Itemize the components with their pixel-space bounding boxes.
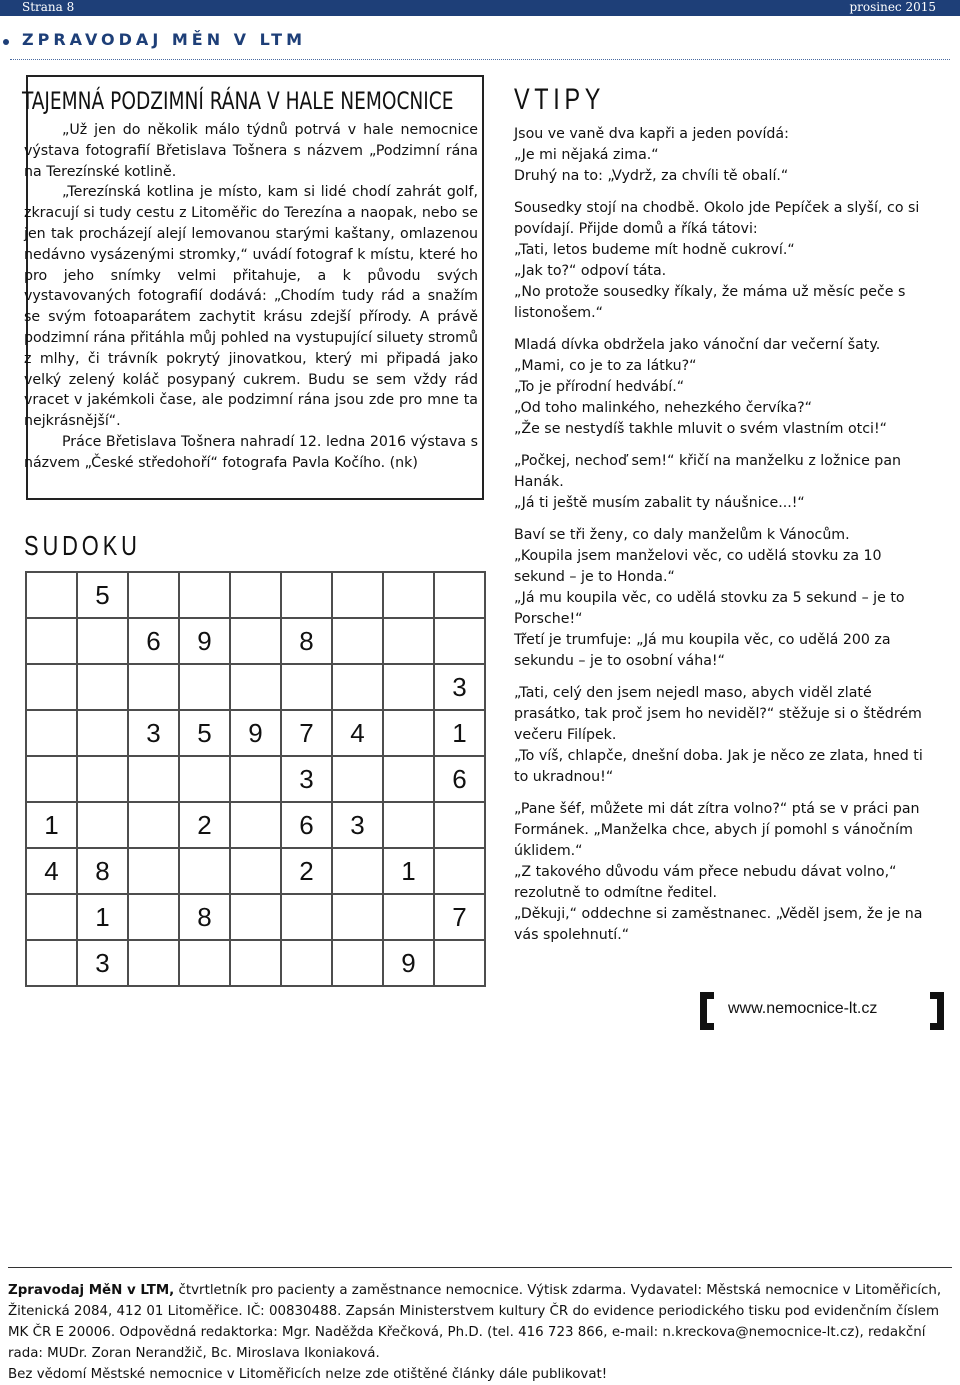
- sudoku-cell: [179, 664, 230, 710]
- sudoku-cell: [230, 894, 281, 940]
- joke: [514, 335, 934, 440]
- sudoku-cell: [179, 572, 230, 618]
- sudoku-cell: [332, 618, 383, 664]
- sudoku-cell: [332, 848, 383, 894]
- sudoku-cell: [434, 848, 485, 894]
- article-paragraph: „Terezínská kotlina je místo, kam si lidé chodí zahrát golf, zkracují si tudy cestu z Litoměřic do Terezína a naopak, nebo se jen tak procházejí alejí lemovanou starými kaštany, omlazenou nedávno vysázenými stromky,“ uvádí fotograf k místu, které ho pro jeho snímky velmi přitahuje, a k původu svých vystavovaných fotografií dodává: „Chodím tudy rád a snažím se svým fotoaparátem zachytit krásu zdejší přírody. A právě podzimní rána přitáhla můj pohled na vystupující siluety stromů z mlhy, či trávník pokrytý jinovatkou, který mi připadá jako velký zelený koláč posypaný cukrem. Budu se sem vždy rád vracet v jakémkoli čase, ale podzimní rána jsou zde pro mne ta nejkrásnější“.: [24, 184, 478, 430]
- sudoku-row: [26, 940, 485, 986]
- sudoku-cell: [77, 802, 128, 848]
- joke-line: „Počkej, nechoď sem!“ křičí na manželku z ložnice pan Hanák.: [514, 453, 902, 490]
- sudoku-cell: [128, 940, 179, 986]
- masthead: [0, 30, 960, 60]
- joke-line: „Z takového důvodu vám přece nebudu dávat volno,“ rezolutně to odmítne ředitel.: [514, 864, 897, 901]
- sudoku-cell: 1: [383, 848, 434, 894]
- joke-line: Jsou ve vaně dva kapři a jeden povídá:: [514, 126, 789, 142]
- sudoku-cell: [434, 572, 485, 618]
- joke-line: „Já ti ještě musím zabalit ty náušnice...!“: [514, 495, 805, 511]
- joke: [514, 451, 934, 514]
- joke-line: Mladá dívka obdržela jako vánoční dar večerní šaty.: [514, 337, 881, 353]
- sudoku-cell: [77, 664, 128, 710]
- top-bar: [0, 0, 960, 16]
- sudoku-cell: [128, 572, 179, 618]
- sudoku-cell: [128, 664, 179, 710]
- sudoku-cell: [230, 848, 281, 894]
- sudoku-cell: [26, 572, 77, 618]
- sudoku-cell: [281, 894, 332, 940]
- joke-line: „Já mu koupila věc, co udělá stovku za 5 sekund – je to Porsche!“: [514, 590, 905, 627]
- jokes-column: [514, 124, 934, 957]
- sudoku-cell: 6: [128, 618, 179, 664]
- joke-line: „Mami, co je to za látku?“: [514, 358, 697, 374]
- sudoku-cell: [332, 894, 383, 940]
- sudoku-cell: [128, 848, 179, 894]
- joke-line: „No protože sousedky říkaly, že máma už měsíc peče s listonošem.“: [514, 284, 906, 321]
- sudoku-cell: 3: [128, 710, 179, 756]
- sudoku-cell: [26, 618, 77, 664]
- website-link[interactable]: www.nemocnice-lt.cz: [728, 1000, 878, 1017]
- sudoku-cell: 3: [434, 664, 485, 710]
- sudoku-cell: [434, 802, 485, 848]
- sudoku-row: [26, 710, 485, 756]
- sudoku-cell: 8: [281, 618, 332, 664]
- article-body: [24, 120, 478, 474]
- imprint-text: čtvrtletník pro pacienty a zaměstnance nemocnice. Výtisk zdarma. Vydavatel: Městská nemocnice v Litoměřicích, Žitenická 2084, 412 01 Litoměřice. IČ: 00830488. Zapsán Ministerstvem kultury ČR do evidence periodického tisku pod evidenčním číslem MK ČR E 20006. Odpovědná redaktorka: Mgr. Naděžda Křečková, Ph.D. (tel. 416 723 866, e-mail: n.kreckova@nemocnice-lt.cz), redakční rada: MUDr. Zoran Nerandžič, Bc. Miroslava Ikoniaková.: [8, 1283, 942, 1361]
- sudoku-cell: [77, 756, 128, 802]
- joke-line: „To víš, chlapče, dnešní doba. Jak je něco ze zlata, hned ti to ukradnou!“: [514, 748, 923, 785]
- footer-divider: [8, 1267, 952, 1268]
- joke-line: „Tati, celý den jsem nejedl maso, abych viděl zlaté prasátko, tak proč jsem ho neviděl?“ stěžuje si o štědrém večeru Filípek.: [514, 685, 922, 743]
- sudoku-cell: 3: [77, 940, 128, 986]
- sudoku-cell: [179, 756, 230, 802]
- sudoku-cell: [230, 618, 281, 664]
- sudoku-cell: [434, 618, 485, 664]
- sudoku-cell: 9: [179, 618, 230, 664]
- sudoku-row: [26, 572, 485, 618]
- joke-line: „Od toho malinkého, nehezkého červíka?“: [514, 400, 812, 416]
- sudoku-cell: 5: [77, 572, 128, 618]
- sudoku-cell: [230, 802, 281, 848]
- sudoku-cell: [26, 940, 77, 986]
- website-box: [700, 992, 960, 1030]
- sudoku-cell: [128, 894, 179, 940]
- left-bracket-icon: [700, 992, 714, 1030]
- sudoku-cell: [332, 940, 383, 986]
- joke: [514, 124, 934, 187]
- sudoku-cell: [230, 940, 281, 986]
- sudoku-cell: 6: [281, 802, 332, 848]
- article-title: TAJEMNÁ PODZIMNÍ RÁNA V HALE NEMOCNICE: [22, 87, 454, 115]
- sudoku-cell: [383, 618, 434, 664]
- sudoku-cell: 9: [230, 710, 281, 756]
- sudoku-cell: 7: [434, 894, 485, 940]
- dotted-divider: [10, 59, 950, 60]
- sudoku-cell: [26, 894, 77, 940]
- sudoku-cell: [77, 618, 128, 664]
- sudoku-cell: 6: [434, 756, 485, 802]
- sudoku-cell: [383, 802, 434, 848]
- sudoku-cell: [26, 710, 77, 756]
- sudoku-cell: [332, 756, 383, 802]
- bullet-icon: [3, 39, 9, 45]
- issue-date: prosinec 2015: [849, 0, 936, 14]
- sudoku-row: [26, 618, 485, 664]
- sudoku-cell: [383, 664, 434, 710]
- imprint: [8, 1280, 956, 1385]
- joke-line: Druhý na to: „Vydrž, za chvíli tě obalí.“: [514, 168, 789, 184]
- sudoku-row: [26, 664, 485, 710]
- sudoku-cell: [383, 756, 434, 802]
- sudoku-cell: [26, 756, 77, 802]
- sudoku-row: [26, 802, 485, 848]
- sudoku-row: [26, 848, 485, 894]
- sudoku-cell: [281, 940, 332, 986]
- sudoku-cell: [230, 756, 281, 802]
- joke-line: Baví se tři ženy, co daly manželům k Vánocům.: [514, 527, 850, 543]
- sudoku-cell: 1: [26, 802, 77, 848]
- sudoku-cell: [281, 572, 332, 618]
- joke: [514, 683, 934, 788]
- joke-line: „Tati, letos budeme mít hodně cukroví.“: [514, 242, 795, 258]
- sudoku-cell: 2: [281, 848, 332, 894]
- sudoku-cell: [332, 664, 383, 710]
- sudoku-cell: [383, 894, 434, 940]
- joke-line: „Koupila jsem manželovi věc, co udělá stovku za 10 sekund – je to Honda.“: [514, 548, 882, 585]
- joke-line: „To je přírodní hedvábí.“: [514, 379, 685, 395]
- sudoku-cell: 3: [332, 802, 383, 848]
- sudoku-cell: 3: [281, 756, 332, 802]
- article-paragraph: Práce Břetislava Tošnera nahradí 12. ledna 2016 výstava s názvem „České středohoří“ fotografa Pavla Kočího. (nk): [24, 433, 478, 471]
- joke-line: Sousedky stojí na chodbě. Okolo jde Pepíček a slyší, co si povídají. Přijde domů a říká tátovi:: [514, 200, 920, 237]
- sudoku-cell: [230, 664, 281, 710]
- joke-line: „Že se nestydíš takhle mluvit o svém vlastním otci!“: [514, 421, 887, 437]
- sudoku-row: [26, 756, 485, 802]
- sudoku-cell: [179, 940, 230, 986]
- imprint-lead: Zpravodaj MěN v LTM,: [8, 1283, 175, 1298]
- joke: [514, 198, 934, 324]
- sudoku-cell: [128, 802, 179, 848]
- sudoku-cell: [383, 572, 434, 618]
- article-paragraph: „Už jen do několik málo týdnů potrvá v hale nemocnice výstava fotografií Břetislava Tošnera s názvem „Podzimní rána na Terezínské kotlině.: [24, 122, 478, 180]
- sudoku-cell: 2: [179, 802, 230, 848]
- sudoku-cell: [128, 756, 179, 802]
- sudoku-cell: [281, 664, 332, 710]
- sudoku-cell: 1: [434, 710, 485, 756]
- sudoku-cell: [383, 710, 434, 756]
- joke-line: „Jak to?“ odpoví táta.: [514, 263, 667, 279]
- sudoku-cell: [77, 710, 128, 756]
- sudoku-cell: 5: [179, 710, 230, 756]
- sudoku-cell: [179, 848, 230, 894]
- copyright-notice: Bez vědomí Městské nemocnice v Litoměřicích nelze zde otištěné články dále publikovat!: [8, 1367, 608, 1382]
- joke-line: Třetí je trumfuje: „Já mu koupila věc, co udělá 200 za sekundu – je to osobní váha!“: [514, 632, 891, 669]
- sudoku-cell: 7: [281, 710, 332, 756]
- page-number: Strana 8: [22, 0, 75, 14]
- sudoku-cell: 4: [26, 848, 77, 894]
- joke-line: „Je mi nějaká zima.“: [514, 147, 659, 163]
- masthead-title: ZPRAVODAJ MĚN V LTM: [22, 30, 306, 49]
- right-bracket-icon: [930, 992, 944, 1030]
- sudoku-row: [26, 894, 485, 940]
- joke: [514, 525, 934, 672]
- joke-line: „Pane šéf, můžete mi dát zítra volno?“ ptá se v práci pan Formánek. „Manželka chce, abych jí pomohl s vánočním úklidem.“: [514, 801, 920, 859]
- sudoku-cell: 4: [332, 710, 383, 756]
- sudoku-grid: [25, 571, 486, 987]
- sudoku-cell: [434, 940, 485, 986]
- joke-line: „Děkuji,“ oddechne si zaměstnanec. „Věděl jsem, že je na vás spolehnutí.“: [514, 906, 923, 943]
- sudoku-cell: 9: [383, 940, 434, 986]
- jokes-title: VTIPY: [514, 83, 606, 116]
- sudoku-cell: 1: [77, 894, 128, 940]
- sudoku-title: SUDOKU: [24, 530, 141, 561]
- joke: [514, 799, 934, 946]
- sudoku-cell: 8: [77, 848, 128, 894]
- sudoku-cell: [332, 572, 383, 618]
- sudoku-cell: 8: [179, 894, 230, 940]
- sudoku-cell: [230, 572, 281, 618]
- sudoku-cell: [26, 664, 77, 710]
